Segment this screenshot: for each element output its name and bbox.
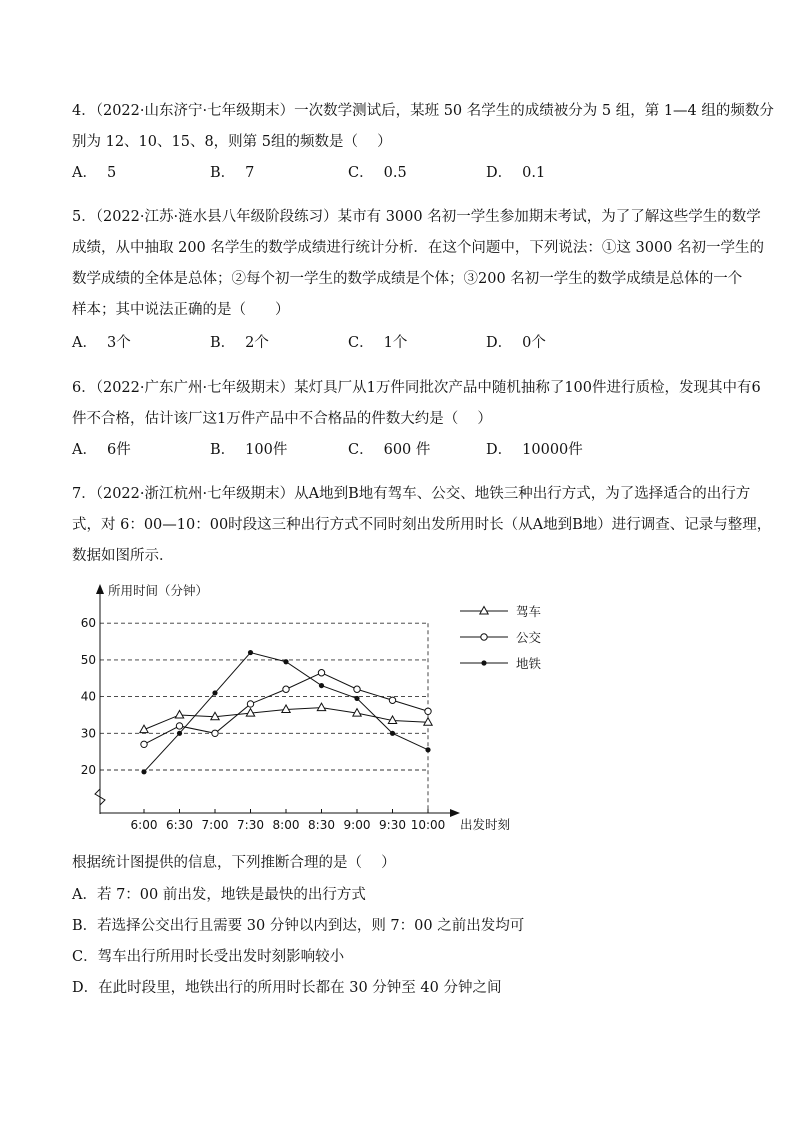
question-6-line-1: 6．（2022·广东广州·七年级期末）某灯具厂从1万件同批次产品中随机抽称了100件进行质检，发现其中有6 (72, 380, 761, 396)
option-key: C． (348, 335, 374, 351)
y-tick-label: 30 (80, 726, 96, 741)
y-tick-labels (81, 616, 96, 777)
option-text: 7 (245, 165, 255, 181)
y-tick-label: 40 (80, 689, 96, 704)
option-key: C． (348, 165, 374, 181)
option-b (210, 435, 287, 466)
option-text: 10000件 (522, 442, 583, 458)
option-b: B．若选择公交出行且需要 30 分钟以内到达，则 7：00 之前出发均可 (72, 918, 525, 934)
question-4-line-1: 4．（2022·山东济宁·七年级期末）一次数学测试后，某班 50 名学生的成绩被分为 5 组，第 1—4 组的频数分 (72, 103, 774, 119)
open-circle-marker-icon (389, 697, 395, 703)
filled-circle-marker-icon (248, 650, 253, 655)
filled-circle-marker-icon (390, 731, 395, 736)
filled-circle-marker-icon (319, 683, 324, 688)
question-7 (72, 479, 772, 572)
question-5-line-2: 成绩，从中抽取 200 名学生的数学成绩进行统计分析．在这个问题中，下列说法：①这 3000 名初一学生的 (72, 240, 765, 256)
option-c (348, 158, 407, 189)
option-key: B． (210, 442, 236, 458)
triangle-marker-icon (480, 607, 488, 615)
y-axis-label: 所用时间（分钟） (108, 583, 209, 598)
option-key: D． (486, 335, 513, 351)
x-tick-label: 8:00 (272, 818, 300, 832)
x-tick-label: 9:00 (343, 818, 371, 832)
option-key: D． (486, 442, 513, 458)
option-key: C． (348, 442, 374, 458)
question-6 (72, 373, 761, 435)
x-tick-label: 9:30 (379, 818, 406, 832)
triangle-marker-icon (317, 703, 325, 711)
option-b (210, 158, 254, 189)
option-c (348, 328, 407, 359)
chart-legend (460, 604, 542, 671)
option-text: 3个 (106, 335, 131, 351)
option-key: A． (72, 335, 97, 351)
open-circle-marker-icon (425, 708, 431, 714)
option-a (72, 158, 116, 189)
question-5-line-1: 5．（2022·江苏·涟水县八年级阶段练习）某市有 3000 名初一学生参加期末考试，为了了解这些学生的数学 (72, 209, 761, 225)
legend-label: 地铁 (516, 656, 542, 671)
option-b (210, 328, 269, 359)
option-d: D．在此时段里，地铁出行的所用时长都在 30 分钟至 40 分钟之间 (72, 980, 502, 996)
option-text: 0.1 (522, 165, 546, 181)
triangle-marker-icon (282, 705, 290, 713)
option-d (486, 158, 545, 189)
option-text: 5 (106, 165, 117, 181)
open-circle-marker-icon (283, 686, 289, 692)
chart-series (140, 650, 432, 774)
question-6-line-2: 件不合格，估计该厂这1万件产品中不合格品的件数大约是（ ） (72, 411, 492, 427)
x-tick-label: 7:00 (201, 818, 229, 832)
open-circle-marker-icon (212, 730, 218, 736)
question-5 (72, 202, 765, 326)
chart-axes (95, 583, 510, 832)
x-tick-label: 6:00 (130, 818, 158, 832)
open-circle-marker-icon (481, 634, 487, 640)
filled-circle-marker-icon (425, 747, 430, 752)
question-5-line-4: 样本；其中说法正确的是（ ） (72, 302, 290, 318)
option-a: A．若 7：00 前出发，地铁是最快的出行方式 (72, 887, 366, 903)
option-text: 600 件 (383, 442, 431, 458)
option-key: B． (210, 335, 236, 351)
filled-circle-marker-icon (283, 659, 288, 664)
open-circle-marker-icon (318, 670, 324, 676)
question-7-line-3: 数据如图所示． (72, 548, 174, 564)
question-7-line-2: 式，对 6：00—10：00时段这三种出行方式不同时刻出发所用时长（从A地到B地）进行调查、记录与整理， (72, 517, 772, 533)
option-a (72, 328, 131, 359)
option-text: 0个 (522, 335, 546, 351)
triangle-marker-icon (175, 710, 183, 718)
question-7-options (72, 880, 732, 1004)
question-5-line-3: 数学成绩的全体是总体；②每个初一学生的数学成绩是个体；③200 名初一学生的数学成绩是总体的一个 (72, 271, 743, 287)
filled-circle-marker-icon (481, 660, 486, 665)
option-a (72, 435, 131, 466)
question-4-options (72, 158, 732, 189)
question-7-line-1: 7．（2022·浙江杭州·七年级期末）从A地到B地有驾车、公交、地铁三种出行方式，为了选择适合的出行方 (72, 486, 751, 502)
y-tick-label: 20 (80, 763, 96, 777)
open-circle-marker-icon (176, 723, 182, 729)
question-4-line-2: 别为 12、10、15、8，则第 5组的频数是（ ） (72, 134, 392, 150)
option-key: A． (72, 442, 97, 458)
question-7-prompt-text: 根据统计图提供的信息，下列推断合理的是（ ） (72, 855, 396, 871)
option-key: A． (72, 165, 97, 181)
option-text: 2个 (245, 335, 269, 351)
option-key: D． (486, 165, 513, 181)
option-text: 0.5 (383, 165, 407, 181)
option-text: 1个 (383, 335, 408, 351)
filled-circle-marker-icon (177, 731, 182, 736)
question-7-prompt (72, 848, 732, 879)
open-circle-marker-icon (354, 686, 360, 692)
legend-label: 公交 (516, 630, 542, 645)
option-key: B． (210, 165, 236, 181)
travel-time-line-chart (80, 578, 546, 840)
x-tick-label: 10:00 (410, 818, 446, 832)
x-tick-labels (131, 809, 446, 832)
option-d (486, 435, 583, 466)
y-tick-label: 60 (80, 616, 96, 631)
filled-circle-marker-icon (141, 769, 146, 774)
legend-label: 驾车 (516, 604, 542, 619)
question-6-options (72, 435, 732, 466)
x-tick-label: 8:30 (308, 818, 335, 832)
option-c: C．驾车出行所用时长受出发时刻影响较小 (72, 949, 345, 965)
option-text: 100件 (245, 442, 288, 458)
x-axis-label: 出发时刻 (460, 817, 511, 832)
triangle-marker-icon (424, 718, 432, 726)
y-axis-arrow-icon (96, 584, 104, 594)
x-tick-label: 6:30 (166, 818, 193, 832)
filled-circle-marker-icon (354, 696, 359, 701)
x-axis-arrow-icon (450, 809, 460, 817)
x-tick-label: 7:30 (237, 818, 264, 832)
open-circle-marker-icon (247, 701, 253, 707)
option-text: 6件 (106, 442, 131, 458)
y-tick-label: 50 (80, 652, 96, 667)
option-c (348, 435, 430, 466)
question-4 (72, 96, 774, 158)
question-5-options (72, 328, 732, 359)
open-circle-marker-icon (141, 741, 147, 747)
option-d (486, 328, 546, 359)
filled-circle-marker-icon (212, 690, 217, 695)
